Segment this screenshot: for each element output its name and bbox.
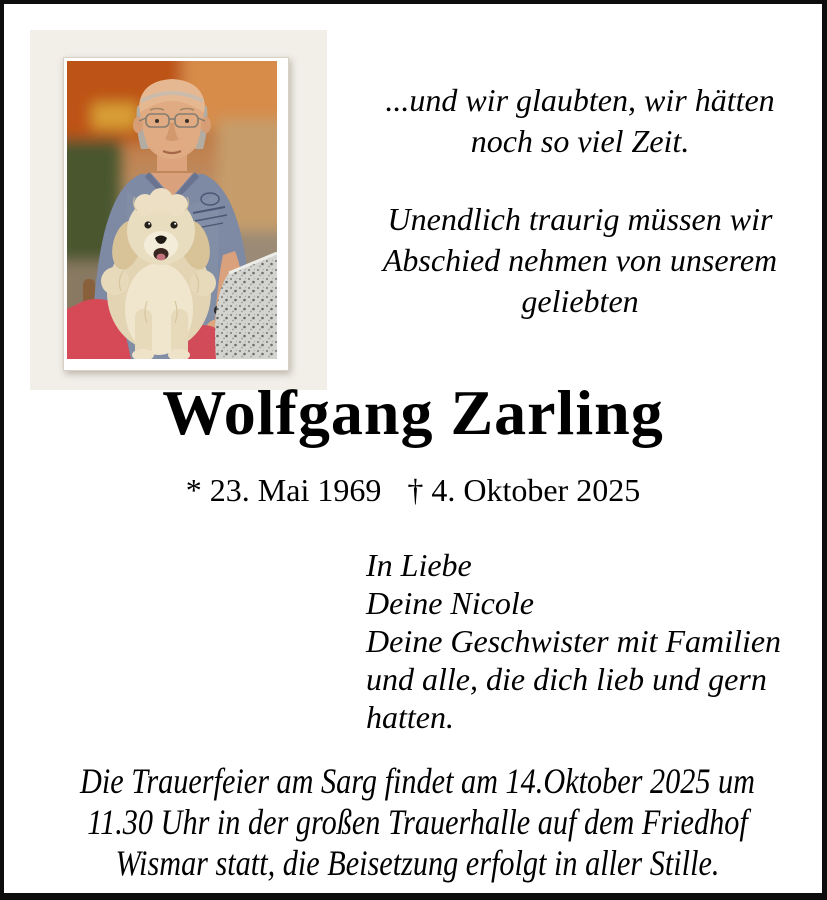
life-dates [4,472,822,508]
mourner-line: und alle, die dich lieb und gern [366,661,767,697]
opening-quote [334,80,826,162]
mourners-list [366,546,806,736]
portrait-photo-illustration [67,61,277,359]
funeral-announcement [4,761,827,884]
deceased-name: Wolfgang Zarling [162,377,664,448]
photo-card [30,30,327,390]
mourner-line: hatten. [366,699,454,735]
death-date: † 4. Oktober 2025 [407,472,641,508]
quote-line: ...und wir glaubten, wir hätten [385,82,775,118]
quote-line: noch so viel Zeit. [470,123,690,159]
intro-line: Unendlich traurig müssen wir [387,201,773,237]
farewell-intro [334,199,826,322]
mourner-line: Deine Geschwister mit Familien [366,623,782,659]
mourner-line: In Liebe [366,547,472,583]
birth-date: * 23. Mai 1969 [185,472,382,508]
mourner-line: Deine Nicole [366,585,534,621]
funeral-line: Wismar statt, die Beisetzung erfolgt in aller Stille. [115,843,720,883]
intro-line: Abschied nehmen von unserem [382,242,778,278]
intro-line: geliebten [521,283,639,319]
funeral-announcement-text [70,761,765,884]
funeral-line: Die Trauerfeier am Sarg findet am 14.Oktober 2025 um [79,761,756,801]
opening-text-column [334,80,826,322]
funeral-line: 11.30 Uhr in der großen Trauerhalle auf dem Friedhof [87,802,748,842]
portrait-photo [63,57,289,371]
